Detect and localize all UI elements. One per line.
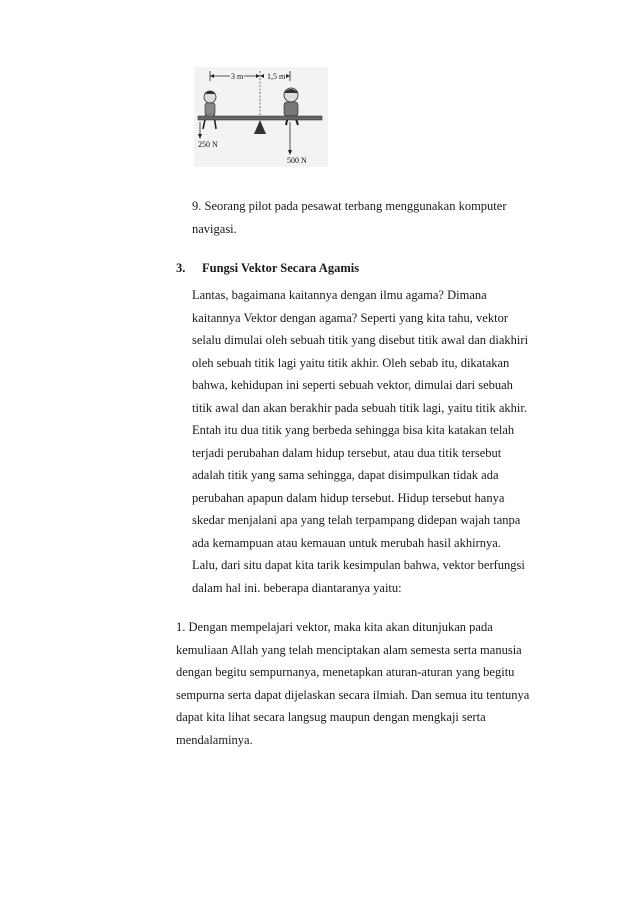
body-line: Lalu, dari situ dapat kita tarik kesimpulan bahwa, vektor berfungsi bbox=[192, 558, 525, 572]
pivot-triangle bbox=[254, 120, 266, 134]
seesaw-board bbox=[198, 116, 322, 120]
body-line: dalam hal ini. beberapa diantaranya yaitu: bbox=[192, 580, 402, 595]
list-line: kemuliaan Allah yang telah menciptakan alam semesta serta manusia bbox=[176, 642, 522, 657]
force-left-label: 250 N bbox=[198, 140, 218, 149]
force-right-label: 500 N bbox=[287, 156, 307, 165]
body-line: adalah titik yang sama sehingga, dapat disimpulkan tidak ada bbox=[192, 468, 499, 482]
seesaw-diagram bbox=[194, 67, 328, 167]
body-line: perubahan apapun dalam hidup tersebut. Hidup tersebut hanya bbox=[192, 490, 505, 505]
body-line: Entah itu dua titik yang berbeda sehingga bisa kita katakan telah bbox=[192, 423, 515, 437]
list-line: sempurna serta dapat dijelaskan secara ilmiah. Dan semua itu tentunya bbox=[176, 687, 530, 702]
list-line: dengan begitu sempurnanya, menetapkan aturan-aturan yang begitu bbox=[176, 665, 515, 679]
body-line: titik awal dan akan berakhir pada sebuah titik lagi, yaitu titik akhir. bbox=[192, 400, 527, 415]
section-title: Fungsi Vektor Secara Agamis bbox=[202, 261, 360, 275]
body-line: Lantas, bagaimana kaitannya dengan ilmu agama? Dimana bbox=[192, 288, 487, 302]
body-line: oleh sebuah titik lagi yaitu titik akhir. Oleh sebab itu, dikatakan bbox=[192, 355, 510, 370]
item-9-line: navigasi. bbox=[192, 221, 237, 236]
section-body bbox=[192, 284, 552, 599]
seesaw-figure bbox=[194, 67, 328, 167]
list-item-1 bbox=[176, 616, 529, 751]
list-line: mendalaminya. bbox=[176, 732, 253, 747]
list-line: 1. Dengan mempelajari vektor, maka kita akan ditunjukan pada bbox=[176, 620, 493, 634]
body-line: terjadi perubahan dalam hidup tersebut, atau dua titik tersebut bbox=[192, 445, 502, 460]
item-9 bbox=[192, 195, 552, 240]
dist-left-label: 3 m bbox=[231, 72, 244, 81]
body-line: ada kemampuan atau kemauan untuk merubah hasil akhirnya. bbox=[192, 535, 501, 550]
left-child-icon bbox=[203, 91, 216, 129]
dist-right-label: 1,5 m bbox=[267, 72, 286, 81]
list-line: dapat kita lihat secara langsug maupun dengan mengkaji serta bbox=[176, 710, 486, 724]
body-line: skedar menjalani apa yang telah terpampang didepan wajah tanpa bbox=[192, 513, 521, 527]
body-line: selalu dimulai oleh sebuah titik yang disebut titik awal dan diakhiri bbox=[192, 333, 529, 347]
section-number: 3. bbox=[176, 261, 186, 275]
item-9-line: 9. Seorang pilot pada pesawat terbang menggunakan komputer bbox=[192, 199, 507, 213]
body-line: bahwa, kehidupan ini seperti sebuah vektor, dimulai dari sebuah bbox=[192, 378, 513, 392]
section-heading bbox=[176, 261, 359, 276]
body-line: kaitannya Vektor dengan agama? Seperti yang kita tahu, vektor bbox=[192, 310, 508, 325]
